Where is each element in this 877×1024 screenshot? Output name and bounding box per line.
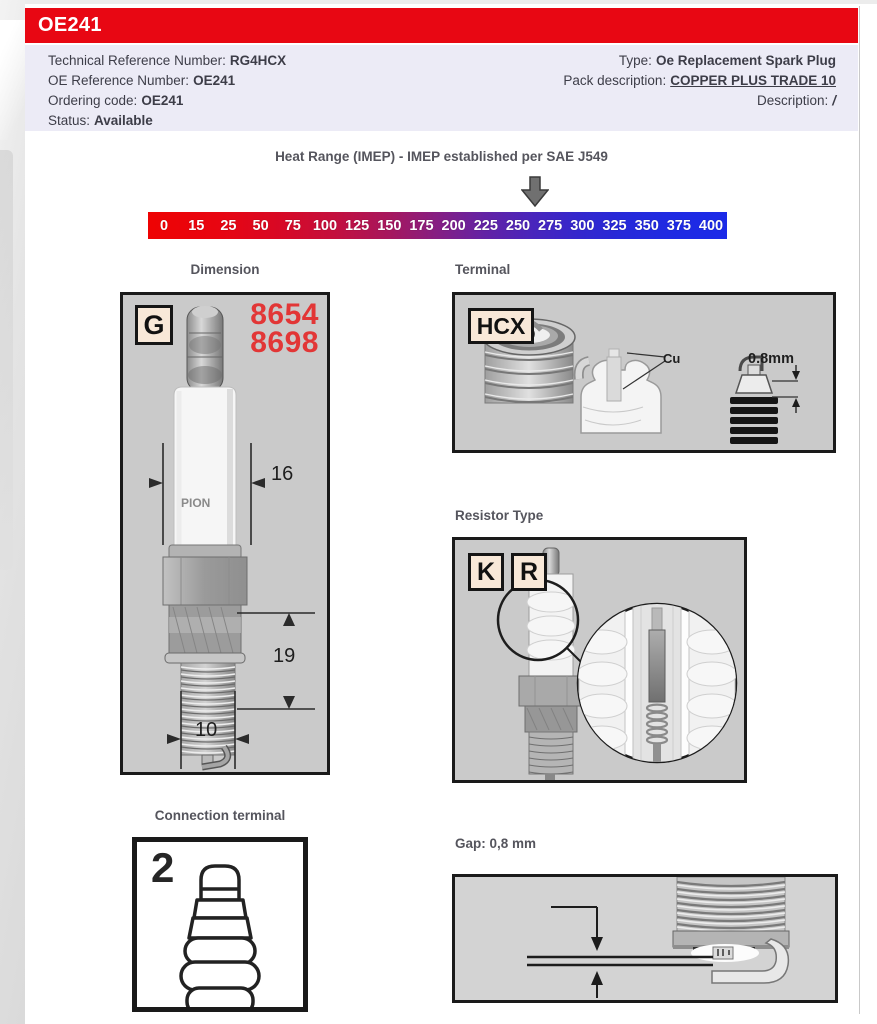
heat-scale-tick: 200 xyxy=(441,217,466,234)
part-number: 8654 xyxy=(250,298,319,331)
heat-scale-tick: 125 xyxy=(345,217,370,234)
heat-scale-tick: 0 xyxy=(160,217,169,234)
heat-scale-tick: 250 xyxy=(505,217,531,234)
measurement-thread-diameter: 10 xyxy=(195,719,218,741)
copper-core-label: Cu xyxy=(663,351,681,366)
measurement-thread-length: 19 xyxy=(273,645,296,667)
connection-terminal-code: 2 xyxy=(151,844,175,891)
heat-scale-tick: 175 xyxy=(409,217,434,234)
part-numbers xyxy=(250,298,319,359)
info-row-type: Type: Oe Replacement Spark Plug xyxy=(618,53,836,68)
info-row-pack-description: Pack description: COPPER PLUS TRADE 10 xyxy=(563,73,836,88)
heat-scale-tick: 225 xyxy=(473,217,498,234)
terminal-config-badge: HCX xyxy=(468,308,534,344)
info-row-status: Status: Available xyxy=(48,113,153,128)
heat-scale-tick: 325 xyxy=(602,217,627,234)
terminal-figure xyxy=(452,292,836,453)
heat-scale-tick: 75 xyxy=(284,217,301,234)
dimension-section-title: Dimension xyxy=(190,262,260,277)
page-top-edge xyxy=(0,0,877,4)
page-left-edge-highlight xyxy=(0,20,25,140)
heat-range-indicator-arrow xyxy=(521,176,549,207)
gap-drawing xyxy=(455,877,835,1000)
dimension-figure xyxy=(120,292,330,775)
info-row-technical-reference: Technical Reference Number: RG4HCX xyxy=(48,53,287,68)
heat-scale-tick: 350 xyxy=(634,217,659,234)
resistor-section-title: Resistor Type xyxy=(455,508,544,523)
resistor-config-badge-r: R xyxy=(511,553,547,591)
connection-terminal-figure xyxy=(132,837,308,1012)
page-title: OE241 xyxy=(25,8,858,43)
insulator-brand-print: PION xyxy=(181,496,211,510)
part-number: 8698 xyxy=(250,326,319,359)
heat-scale-tick: 25 xyxy=(220,217,237,234)
heat-scale-tick: 150 xyxy=(377,217,402,234)
info-row-description: Description: / xyxy=(756,93,836,108)
heat-scale-tick: 375 xyxy=(666,217,691,234)
gap-figure xyxy=(452,874,838,1003)
info-left-column xyxy=(48,51,286,131)
info-row-ordering-code: Ordering code: OE241 xyxy=(48,93,184,108)
info-right-column xyxy=(563,51,836,111)
terminal-gap-label: 0.8mm xyxy=(748,351,794,367)
terminal-section-title: Terminal xyxy=(455,262,511,277)
heat-scale-tick: 100 xyxy=(312,217,338,234)
resistor-config-badge-k: K xyxy=(468,553,504,591)
measurement-insulator-length: 16 xyxy=(271,463,294,485)
heat-scale-tick: 400 xyxy=(698,217,724,234)
resistor-figure xyxy=(452,537,747,783)
page-right-border xyxy=(859,6,860,1014)
heat-scale-tick: 15 xyxy=(188,217,205,234)
heat-range-scale xyxy=(148,212,727,239)
spark-plug-dimension-drawing xyxy=(123,295,327,772)
info-panel xyxy=(25,45,858,131)
heat-scale-tick: 50 xyxy=(252,217,269,234)
info-row-oe-reference: OE Reference Number: OE241 xyxy=(48,73,236,88)
dimension-config-badge: G xyxy=(135,305,173,345)
heat-range-title: Heat Range (IMEP) - IMEP established per SAE J549 xyxy=(275,149,608,164)
gap-section-title: Gap: 0,8 mm xyxy=(455,836,537,851)
pack-description-link[interactable]: COPPER PLUS TRADE 10 xyxy=(670,73,836,88)
heat-scale-tick: 300 xyxy=(570,217,595,234)
connection-terminal-section-title: Connection terminal xyxy=(154,808,286,823)
page-left-edge-shadow xyxy=(0,150,13,570)
heat-scale-tick: 275 xyxy=(538,217,563,234)
